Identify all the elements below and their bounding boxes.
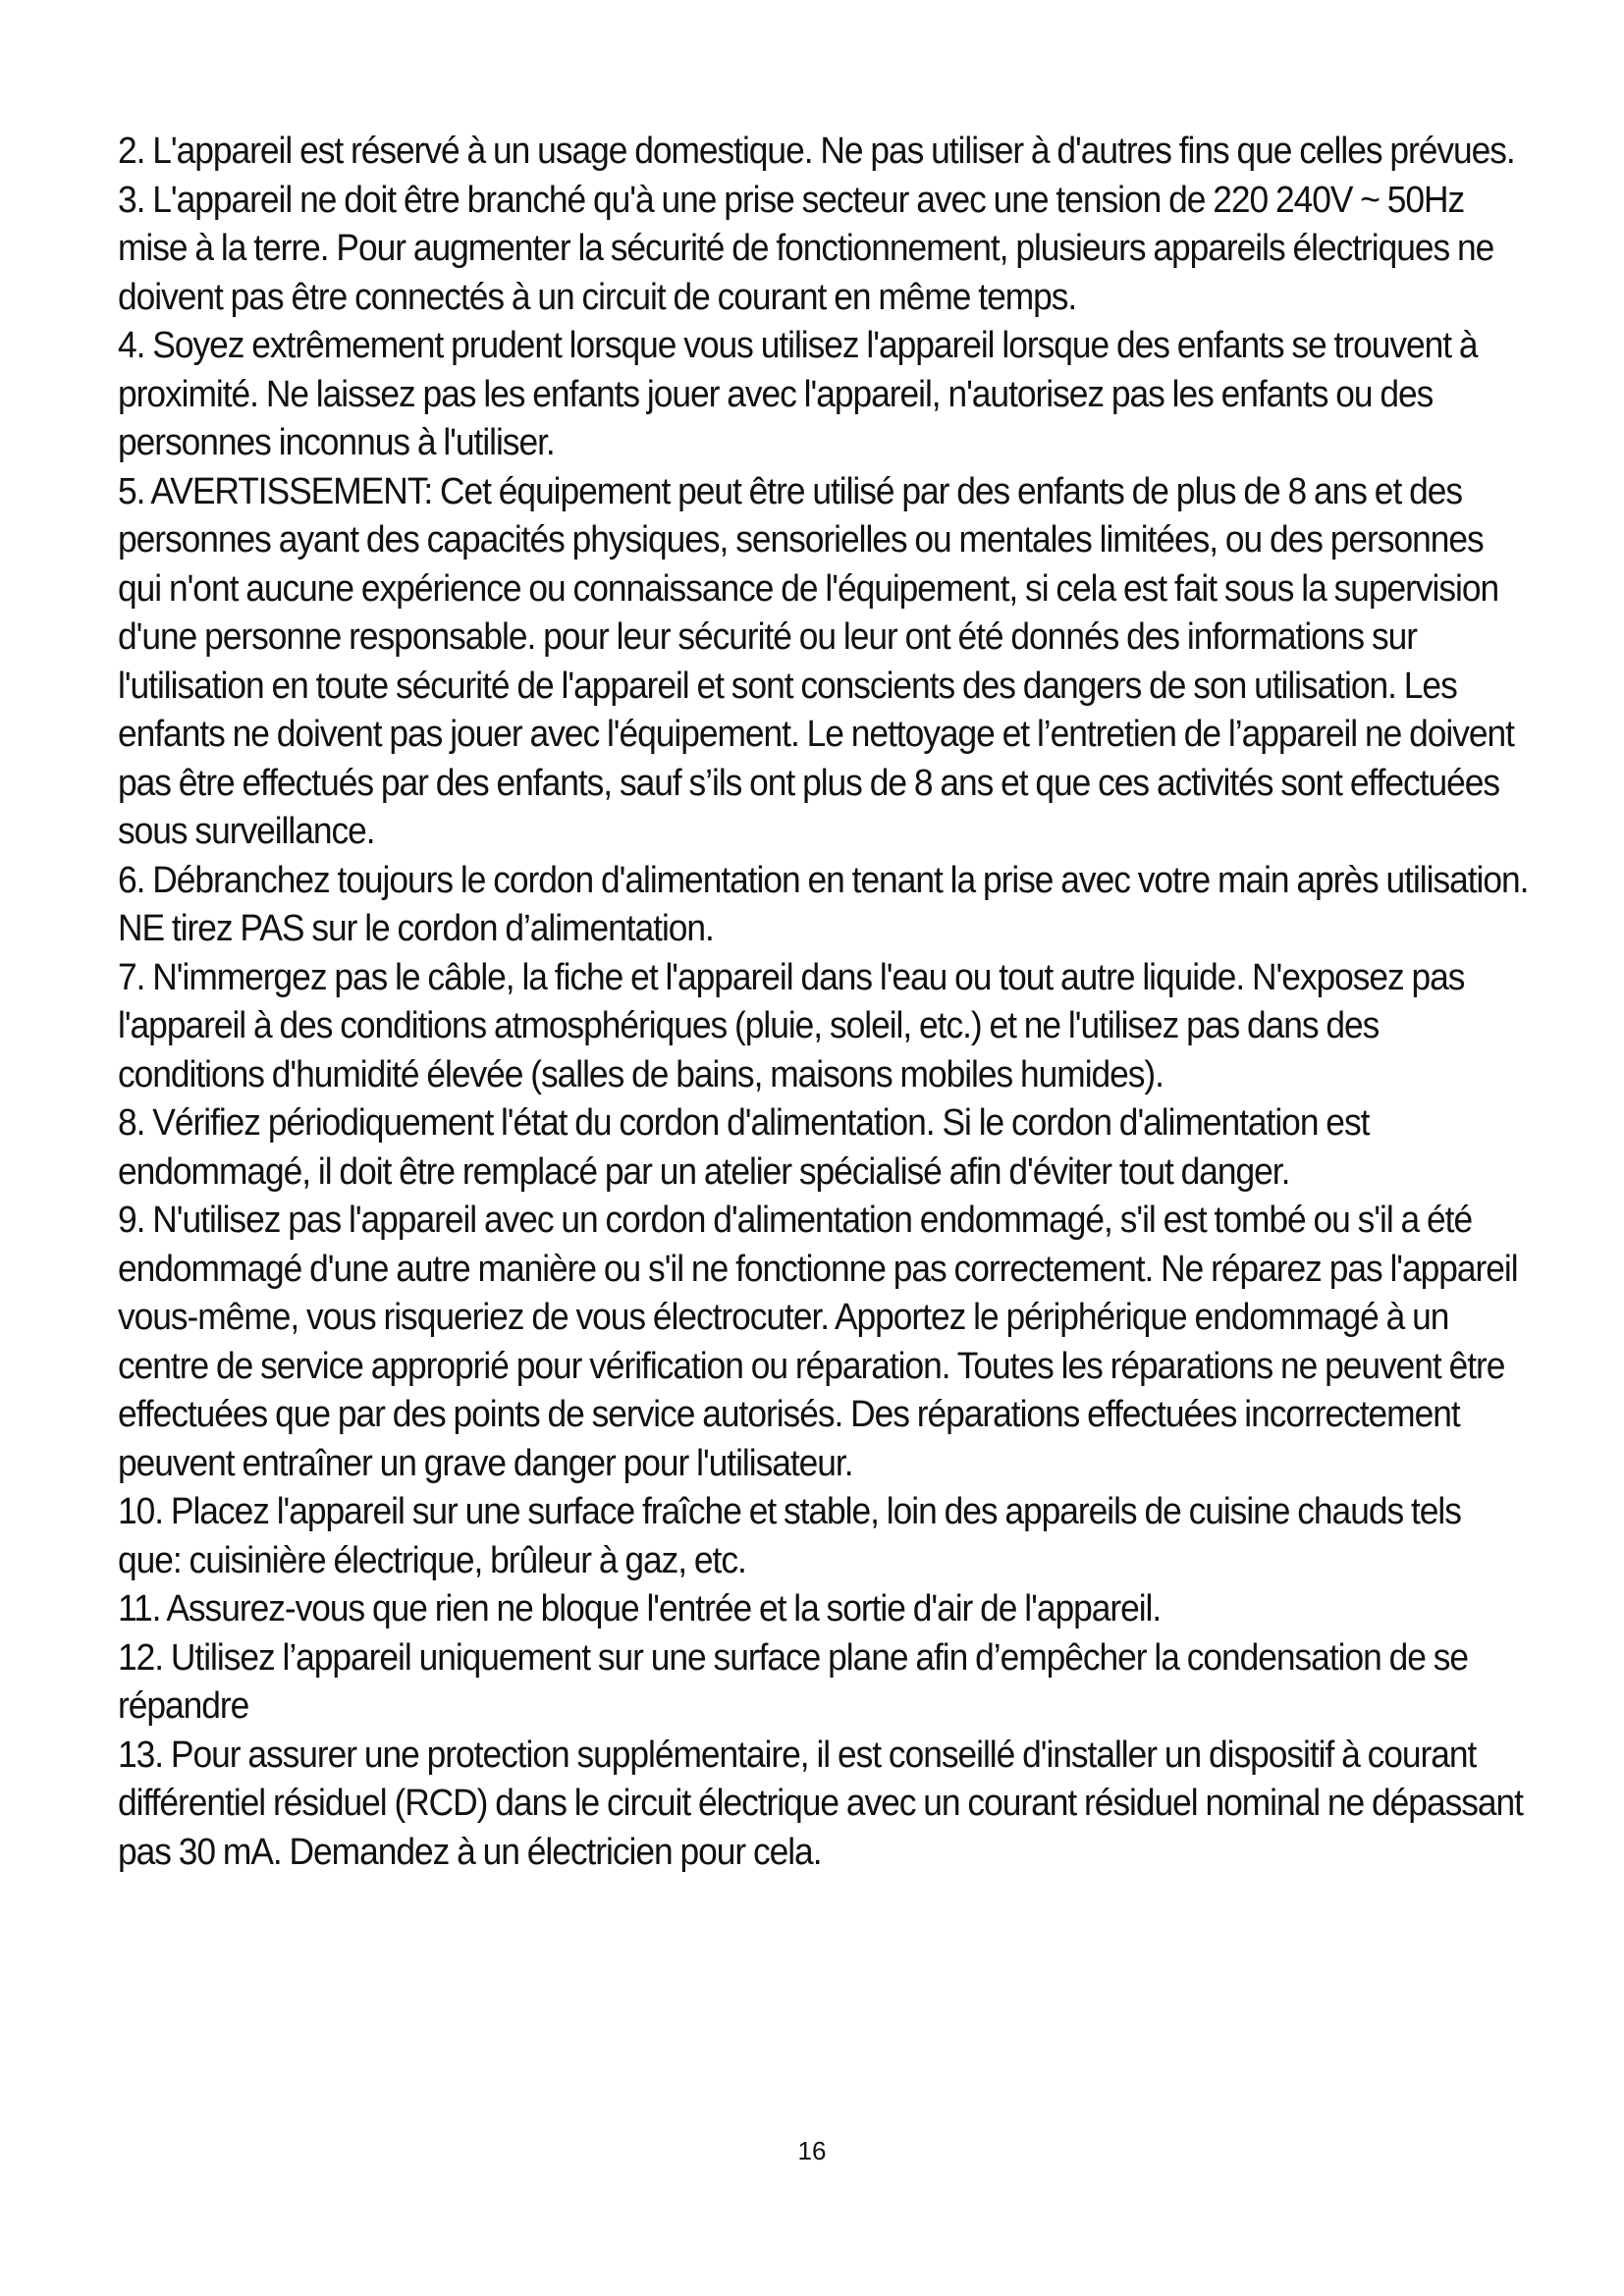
instruction-item-12: 12. Utilisez l’appareil uniquement sur une surface plane afin d’empêcher la condensation de se répandre — [118, 1636, 1468, 1727]
page-number: 16 — [797, 2136, 827, 2165]
instruction-item-10: 10. Placez l'appareil sur une surface fraîche et stable, loin des appareils de cuisine chauds tels que: cuisinière électrique, brûleur à gaz, etc. — [118, 1491, 1461, 1581]
instruction-item-2: 2. L'appareil est réservé à un usage domestique. Ne pas utiliser à d'autres fins que celles prévues. — [118, 131, 1515, 172]
instruction-item-3: 3. L'appareil ne doit être branché qu'à une prise secteur avec une tension de 220 240V ~ 50Hz mise à la terre. Pour augmenter la sécurité de fonctionnement, plusieurs appareils électriques ne doivent pas être connectés à un circuit de courant en même temps. — [118, 179, 1494, 318]
instruction-item-7: 7. N'immergez pas le câble, la fiche et l'appareil dans l'eau ou tout autre liquide. N'exposez pas l'appareil à des conditions atmosphériques (pluie, soleil, etc.) et ne l'utilisez pas dans des conditions d'humidité élevée (salles de bains, maisons mobiles humides). — [118, 956, 1465, 1095]
document-body — [118, 128, 1532, 1877]
instruction-item-5-warning: 5. AVERTISSEMENT: Cet équipement peut être utilisé par des enfants de plus de 8 ans et des personnes ayant des capacités physiques, sensorielles ou mentales limitées, ou des personnes qui n'ont aucune expérience ou connaissance de l'équipement, si cela est fait sous la supervision d'une personne responsable. pour leur sécurité ou leur ont été donnés des informations sur l'utilisation en toute sécurité de l'appareil et sont conscients des dangers de son utilisation. Les enfants ne doivent pas jouer avec l'équipement. Le nettoyage et l’entretien de l’appareil ne doivent pas être effectués par des enfants, sauf s’ils ont plus de 8 ans et que ces activités sont effectuées sous surveillance. — [118, 470, 1514, 852]
instruction-item-11: 11. Assurez-vous que rien ne bloque l'entrée et la sortie d'air de l'appareil. — [118, 1588, 1162, 1629]
instruction-item-13: 13. Pour assurer une protection supplémentaire, il est conseillé d'installer un dispositif à courant différentiel résiduel (RCD) dans le circuit électrique avec un courant résiduel nominal ne dépassant pas 30 mA. Demandez à un électricien pour cela. — [118, 1734, 1523, 1873]
instruction-item-9: 9. N'utilisez pas l'appareil avec un cordon d'alimentation endommagé, s'il est tombé ou s'il a été endommagé d'une autre manière ou s'il ne fonctionne pas correctement. Ne réparez pas l'appareil vous-même, vous risqueriez de vous électrocuter. Apportez le périphérique endommagé à un centre de service approprié pour vérification ou réparation. Toutes les réparations ne peuvent être effectuées que par des points de service autorisés. Des réparations effectuées incorrectement peuvent entraîner un grave danger pour l'utilisateur. — [118, 1200, 1518, 1484]
instruction-item-6: 6. Débranchez toujours le cordon d'alimentation en tenant la prise avec votre main après utilisation. NE tirez PAS sur le cordon d’alimentation. — [118, 859, 1529, 949]
instruction-item-8: 8. Vérifiez périodiquement l'état du cordon d'alimentation. Si le cordon d'alimentation est endommagé, il doit être remplacé par un atelier spécialisé afin d'éviter tout danger. — [118, 1102, 1370, 1193]
instruction-item-4: 4. Soyez extrêmement prudent lorsque vous utilisez l'appareil lorsque des enfants se trouvent à proximité. Ne laissez pas les enfants jouer avec l'appareil, n'autorisez pas les enfants ou des personnes inconnus à l'utiliser. — [118, 325, 1478, 463]
